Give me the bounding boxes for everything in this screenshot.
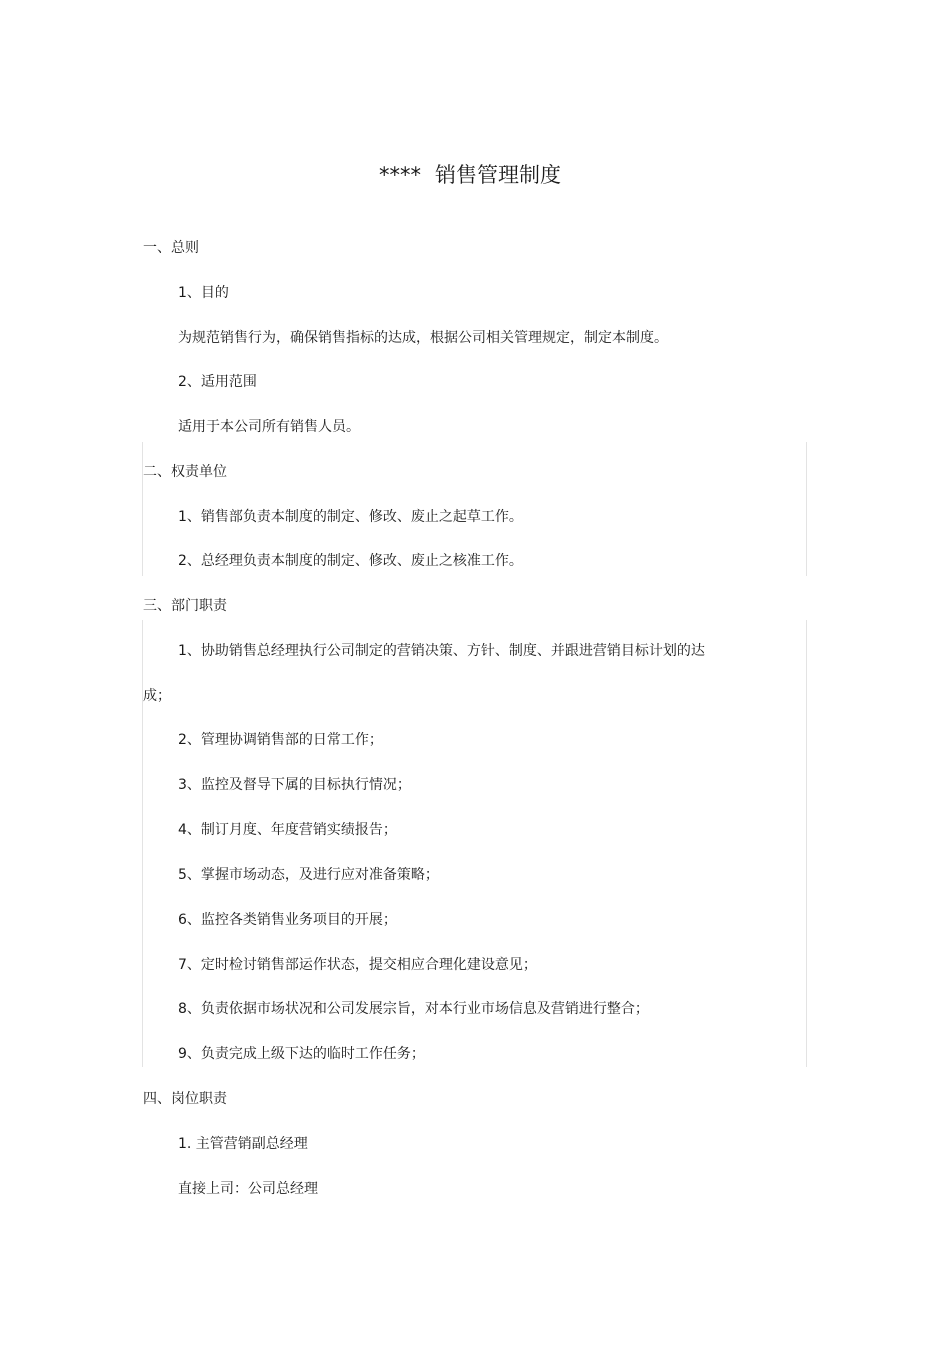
- subheading-purpose: 1、目的: [178, 285, 229, 301]
- list-item: 6、监控各类销售业务项目的开展；: [178, 912, 397, 928]
- paragraph-purpose: 为规范销售行为，确保销售指标的达成，根据公司相关管理规定，制定本制度。: [178, 330, 668, 346]
- title-stars: ****: [379, 163, 421, 187]
- list-item: 4、制订月度、年度营销实绩报告；: [178, 822, 397, 838]
- list-item-continuation: 成；: [143, 688, 171, 704]
- list-item: 2、管理协调销售部的日常工作；: [178, 732, 383, 748]
- list-item: 1、协助销售总经理执行公司制定的营销决策、方针、制度、并跟进营销目标计划的达: [178, 643, 705, 659]
- section-heading-responsibility-units: 二、权责单位: [143, 464, 227, 480]
- subheading-scope: 2、适用范围: [178, 374, 257, 390]
- title-text: 销售管理制度: [435, 163, 561, 187]
- list-item: 8、负责依据市场状况和公司发展宗旨，对本行业市场信息及营销进行整合；: [178, 1001, 649, 1017]
- edge-line-right-1: [806, 442, 807, 576]
- list-item: 7、定时检讨销售部运作状态，提交相应合理化建设意见；: [178, 957, 537, 973]
- section-heading-general: 一、总则: [143, 240, 199, 256]
- section-heading-department-duties: 三、部门职责: [143, 598, 227, 614]
- document-title: [0, 160, 940, 190]
- list-item: 2、总经理负责本制度的制定、修改、废止之核准工作。: [178, 553, 523, 569]
- paragraph-direct-superior: 直接上司：公司总经理: [178, 1181, 318, 1197]
- subheading-vp-marketing: 1. 主管营销副总经理: [178, 1136, 308, 1152]
- list-item: 5、掌握市场动态，及进行应对准备策略；: [178, 867, 439, 883]
- list-item: 1、销售部负责本制度的制定、修改、废止之起草工作。: [178, 509, 523, 525]
- list-item: 9、负责完成上级下达的临时工作任务；: [178, 1046, 425, 1062]
- section-heading-position-duties: 四、岗位职责: [143, 1091, 227, 1107]
- edge-line-right-2: [806, 620, 807, 1067]
- list-item: 3、监控及督导下属的目标执行情况；: [178, 777, 411, 793]
- paragraph-scope: 适用于本公司所有销售人员。: [178, 419, 360, 435]
